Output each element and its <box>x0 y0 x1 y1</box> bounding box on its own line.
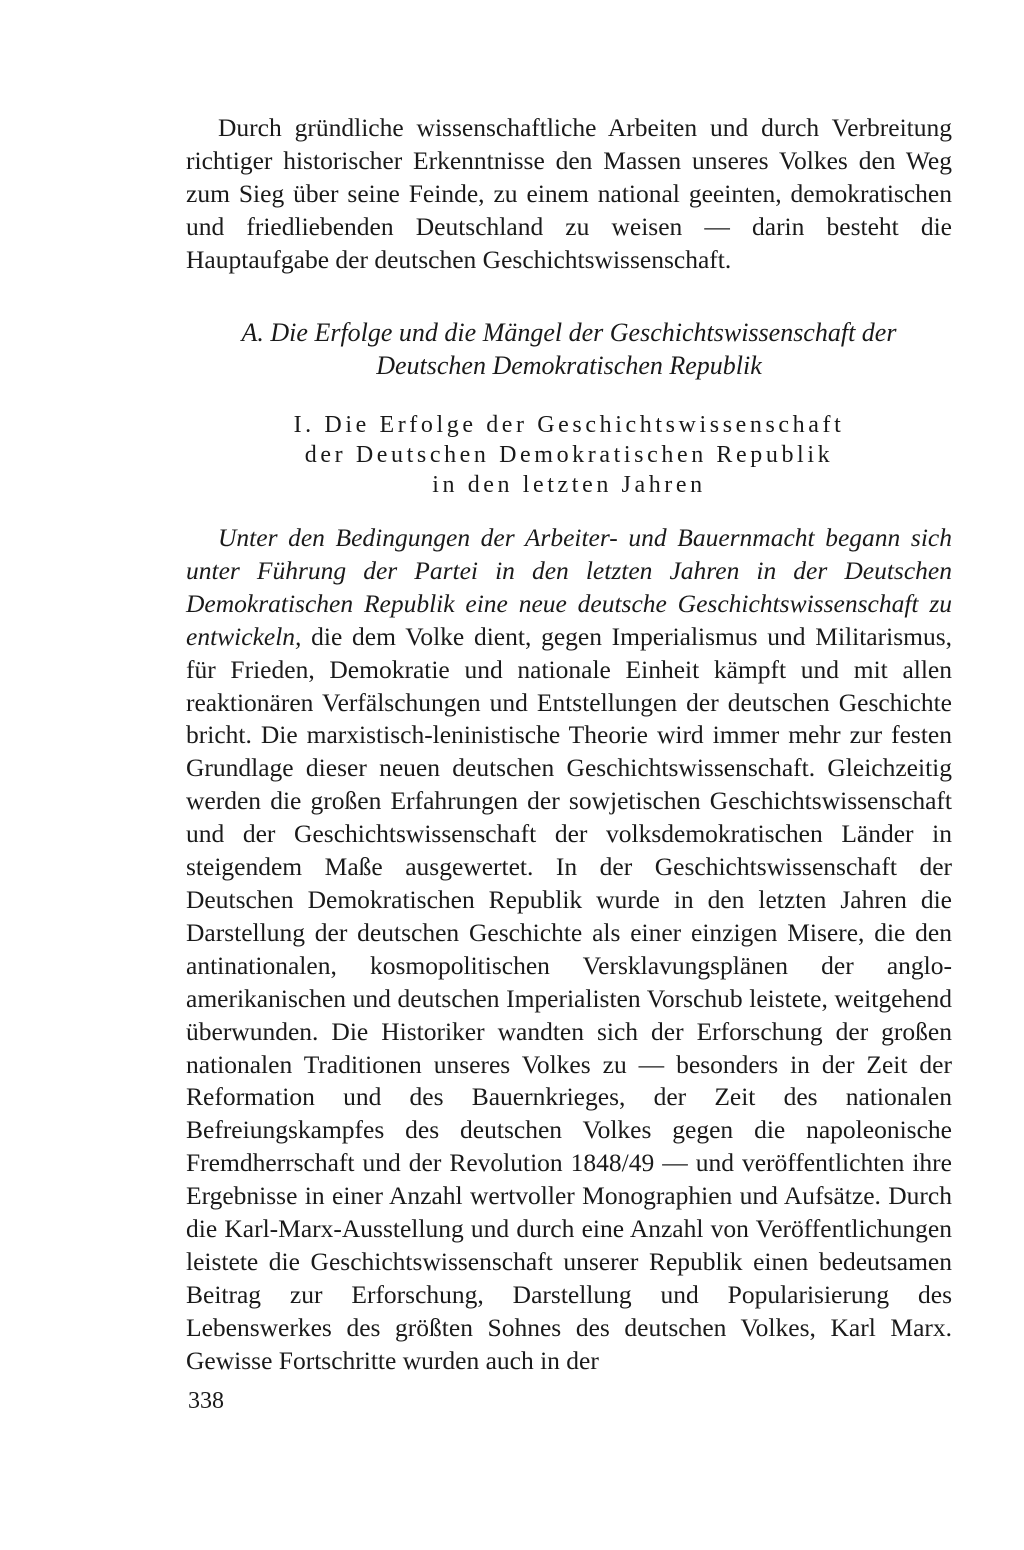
page-number: 338 <box>188 1388 224 1414</box>
section-heading-line-2: Deutschen Demokratischen Republik <box>376 351 762 380</box>
subsection-heading <box>186 410 952 500</box>
section-heading-line-1: A. Die Erfolge und die Mängel der Geschichtswissenschaft der <box>241 318 897 347</box>
subsection-heading-line-2: der Deutschen Demokratischen Republik <box>304 442 834 468</box>
subsection-heading-line-3: in den letzten Jahren <box>432 472 706 498</box>
main-paragraph-italic-lead: Unter den Bedingungen der Arbeiter- und Bauernmacht begann sich unter Führung der Partei in den letzten Jahren in der Deutschen Demokratischen Republik eine neue deutsche Geschichtswissenschaft zu entwickeln, <box>186 523 952 651</box>
main-paragraph <box>186 522 952 1378</box>
subsection-heading-line-1: I. Die Erfolge der Geschichtswissenschaft <box>293 412 845 438</box>
intro-paragraph: Durch gründliche wissenschaftliche Arbeiten und durch Verbreitung richtiger historischer Erkenntnisse den Massen unseres Volkes den Weg zum Sieg über seine Feinde, zu einem national geeinten, demokratischen und friedliebenden Deutschland zu weisen — darin besteht die Hauptaufgabe der deutschen Geschichtswissenschaft. <box>186 113 952 274</box>
main-paragraph-body: die dem Volke dient, gegen Imperialismus und Militarismus, für Frieden, Demokratie und nationale Einheit kämpft und mit allen reaktionären Verfälschungen und Entstellungen der deutschen Geschichte bricht. Die marxistisch-leninistische Theorie wird immer mehr zur festen Grundlage dieser neuen deutschen Geschichtswissenschaft. Gleichzeitig werden die großen Erfahrungen der sowjetischen Geschichtswissenschaft und der Geschichtswissenschaft der volksdemokratischen Länder in steigendem Maße ausgewertet. In der Geschichtswissenschaft der Deutschen Demokratischen Republik wurde in den letzten Jahren die Darstellung der deutschen Geschichte als einer einzigen Misere, die den antinationalen, kosmopolitischen Versklavungsplänen der anglo-amerikanischen und deutschen Imperialisten Vorschub leistete, weitgehend überwunden. Die Historiker wandten sich der Erforschung der großen nationalen Traditionen unseres Volkes zu — besonders in der Zeit der Reformation und des Bauernkrieges, der Zeit des nationalen Befreiungskampfes des deutschen Volkes gegen die napoleonische Fremdherrschaft und der Revolution 1848/49 — und veröffentlichten ihre Ergebnisse in einer Anzahl wertvoller Monographien und Aufsätze. Durch die Karl-Marx-Ausstellung und durch eine Anzahl von Veröffentlichungen leistete die Geschichtswissenschaft unserer Republik einen bedeutsamen Beitrag zur Erforschung, Darstellung und Popularisierung des Lebenswerkes des größten Sohnes des deutschen Volkes, Karl Marx. Gewisse Fortschritte wurden auch in der <box>186 621 952 1375</box>
section-heading <box>186 316 952 382</box>
